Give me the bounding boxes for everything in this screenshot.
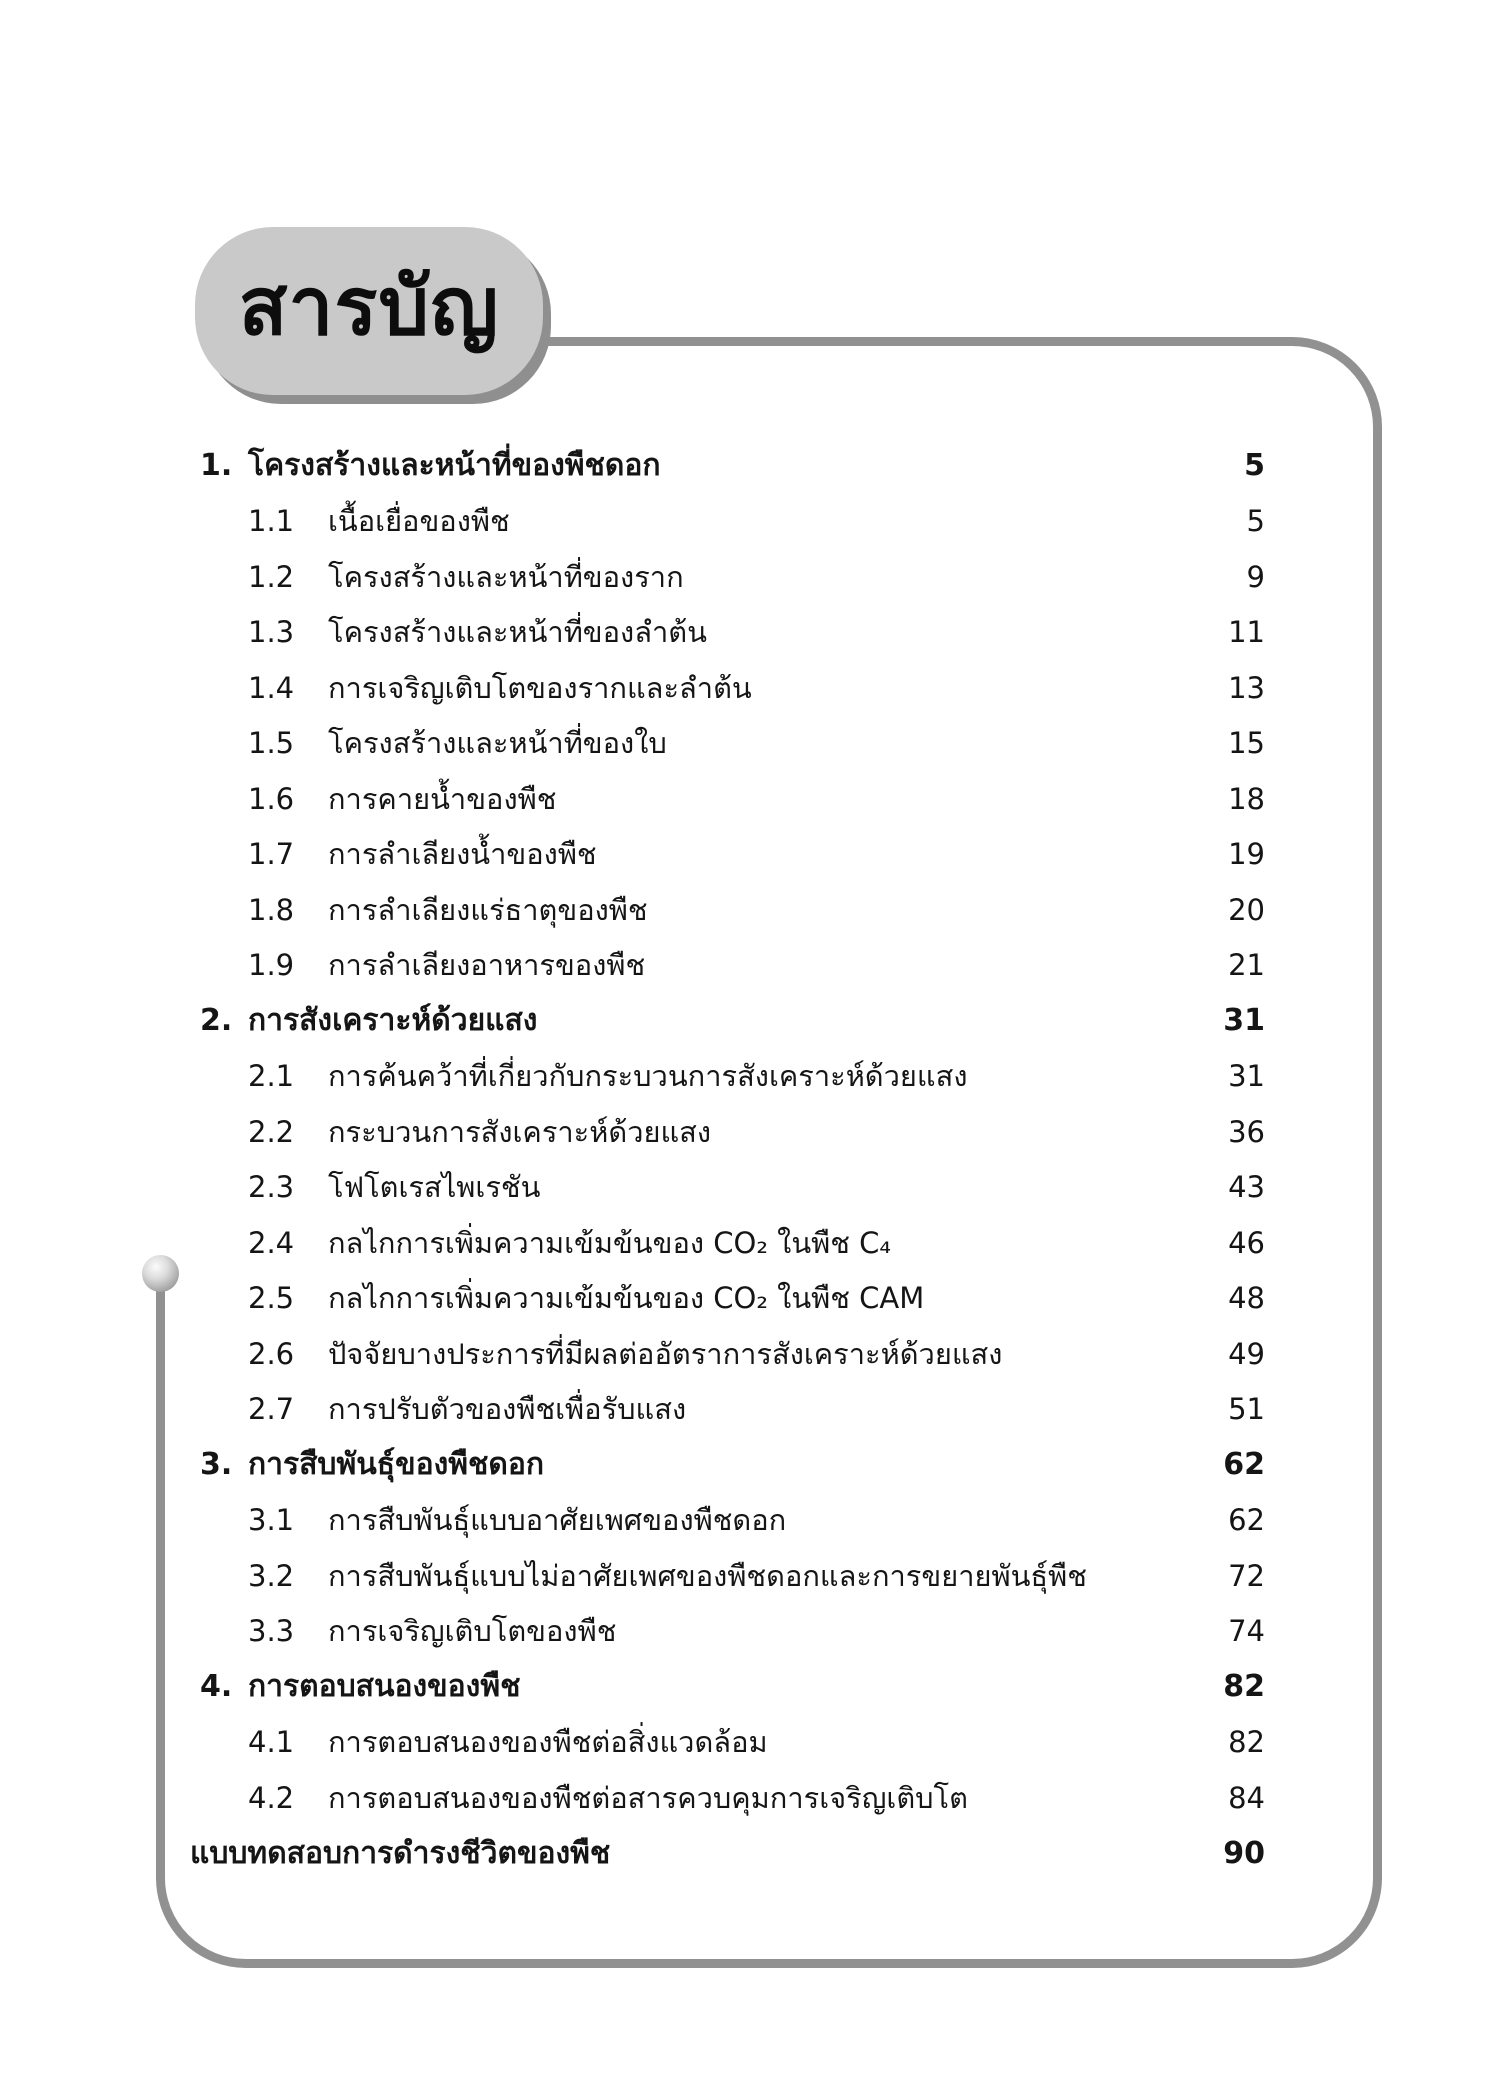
entry-page-number: 19	[1228, 837, 1265, 872]
entry-page-number: 72	[1228, 1558, 1265, 1593]
entry-title: การสังเคราะห์ด้วยแสง	[248, 1003, 538, 1039]
entry-number: 2.7	[248, 1392, 295, 1427]
toc-entry	[190, 1382, 1265, 1438]
entry-page-number: 48	[1228, 1281, 1265, 1316]
entry-number: 3.	[200, 1447, 233, 1483]
toc-entry	[190, 1659, 1265, 1715]
entry-number: 1.8	[248, 892, 295, 927]
entry-page-number: 62	[1223, 1447, 1265, 1483]
entry-title: โครงสร้างและหน้าที่ของพืชดอก	[248, 448, 661, 484]
entry-number: 2.5	[248, 1281, 295, 1316]
entry-number: 2.2	[248, 1114, 295, 1149]
toc-entry	[190, 1160, 1265, 1216]
entry-number: 4.2	[248, 1780, 295, 1815]
entry-page-number: 11	[1228, 615, 1265, 650]
entry-title: การปรับตัวของพืชเพื่อรับแสง	[328, 1392, 687, 1427]
entry-number: 2.6	[248, 1336, 295, 1371]
entry-number: 3.1	[248, 1503, 295, 1538]
entry-title: โครงสร้างและหน้าที่ของลำต้น	[328, 615, 707, 650]
entry-number: 2.3	[248, 1170, 295, 1205]
toc-entry	[190, 1715, 1265, 1771]
entry-title: กลไกการเพิ่มความเข้มข้นของ CO₂ ในพืช C₄	[328, 1225, 892, 1260]
toc-entry	[190, 605, 1265, 661]
entry-page-number: 13	[1228, 670, 1265, 705]
entry-number: 1.6	[248, 781, 295, 816]
entry-page-number: 9	[1246, 559, 1265, 594]
toc-entry	[190, 1826, 1265, 1882]
entry-title: การลำเลียงน้ำของพืช	[328, 837, 597, 872]
toc-entry	[190, 1271, 1265, 1327]
entry-number: 1.3	[248, 615, 295, 650]
entry-number: 1.2	[248, 559, 295, 594]
toc-entry	[190, 660, 1265, 716]
entry-page-number: 90	[1223, 1835, 1265, 1871]
entry-page-number: 36	[1228, 1114, 1265, 1149]
entry-title: การตอบสนองของพืชต่อสารควบคุมการเจริญเติบโต	[328, 1780, 968, 1815]
toc-entry	[190, 827, 1265, 883]
entry-title: การสืบพันธุ์ของพืชดอก	[248, 1447, 545, 1483]
page-title: สารบัญ	[238, 260, 500, 353]
entry-title: การลำเลียงอาหารของพืช	[328, 948, 646, 983]
entry-number: 1.9	[248, 948, 295, 983]
toc-entry	[190, 938, 1265, 994]
entry-title: การเจริญเติบโตของรากและลำต้น	[328, 670, 752, 705]
entry-page-number: 31	[1228, 1059, 1265, 1094]
entry-page-number: 84	[1228, 1780, 1265, 1815]
entry-title: โครงสร้างและหน้าที่ของราก	[328, 559, 684, 594]
entry-page-number: 20	[1228, 892, 1265, 927]
toc-entry	[190, 1437, 1265, 1493]
entry-page-number: 62	[1228, 1503, 1265, 1538]
toc-entry	[190, 1493, 1265, 1549]
entry-title: การเจริญเติบโตของพืช	[328, 1614, 617, 1649]
toc-entry	[190, 438, 1265, 494]
entry-page-number: 21	[1228, 948, 1265, 983]
toc-entry	[190, 1770, 1265, 1826]
entry-title: การตอบสนองของพืชต่อสิ่งแวดล้อม	[328, 1725, 768, 1760]
entry-number: 2.4	[248, 1225, 295, 1260]
toc-title-bubble	[195, 227, 543, 395]
toc-list	[190, 438, 1265, 1881]
entry-page-number: 49	[1228, 1336, 1265, 1371]
entry-title: การสืบพันธุ์แบบอาศัยเพศของพืชดอก	[328, 1503, 787, 1538]
entry-page-number: 5	[1246, 504, 1265, 539]
entry-page-number: 82	[1228, 1725, 1265, 1760]
entry-number: 1.5	[248, 726, 295, 761]
toc-entry	[190, 716, 1265, 772]
entry-page-number: 46	[1228, 1225, 1265, 1260]
entry-page-number: 43	[1228, 1170, 1265, 1205]
entry-title: การสืบพันธุ์แบบไม่อาศัยเพศของพืชดอกและการขยายพันธุ์พืช	[328, 1558, 1087, 1593]
frame-ball-ornament	[142, 1255, 179, 1292]
entry-number: 1.	[200, 448, 233, 484]
entry-number: 1.7	[248, 837, 295, 872]
toc-entry	[190, 771, 1265, 827]
entry-number: 2.1	[248, 1059, 295, 1094]
entry-title: โครงสร้างและหน้าที่ของใบ	[328, 726, 667, 761]
toc-entry	[190, 882, 1265, 938]
toc-entry	[190, 1049, 1265, 1105]
entry-title: กระบวนการสังเคราะห์ด้วยแสง	[328, 1114, 712, 1149]
entry-title: กลไกการเพิ่มความเข้มข้นของ CO₂ ในพืช CAM	[328, 1281, 925, 1316]
entry-page-number: 74	[1228, 1614, 1265, 1649]
entry-number: 4.	[200, 1669, 233, 1705]
entry-number: 3.2	[248, 1558, 295, 1593]
entry-page-number: 82	[1223, 1669, 1265, 1705]
entry-number: 1.4	[248, 670, 295, 705]
entry-title: การลำเลียงแร่ธาตุของพืช	[328, 892, 648, 927]
entry-page-number: 15	[1228, 726, 1265, 761]
entry-page-number: 18	[1228, 781, 1265, 816]
toc-entry	[190, 1548, 1265, 1604]
entry-title: ปัจจัยบางประการที่มีผลต่ออัตราการสังเคราะห์ด้วยแสง	[328, 1336, 1003, 1371]
entry-number: 3.3	[248, 1614, 295, 1649]
entry-page-number: 51	[1228, 1392, 1265, 1427]
toc-entry	[190, 1215, 1265, 1271]
entry-title: เนื้อเยื่อของพืช	[328, 504, 510, 539]
frame-mask-left	[148, 330, 174, 1266]
entry-title: โฟโตเรสไพเรชัน	[328, 1170, 541, 1205]
entry-title: การค้นคว้าที่เกี่ยวกับกระบวนการสังเคราะห์ด้วยแสง	[328, 1059, 968, 1094]
toc-entry	[190, 1104, 1265, 1160]
entry-page-number: 5	[1244, 448, 1265, 484]
toc-entry	[190, 1604, 1265, 1660]
entry-number: 2.	[200, 1003, 233, 1039]
entry-page-number: 31	[1223, 1003, 1265, 1039]
toc-entry	[190, 549, 1265, 605]
entry-title: การคายน้ำของพืช	[328, 781, 557, 816]
entry-title: การตอบสนองของพืช	[248, 1669, 521, 1705]
entry-number: 1.1	[248, 504, 295, 539]
entry-number: 4.1	[248, 1725, 295, 1760]
toc-entry	[190, 1326, 1265, 1382]
entry-title: แบบทดสอบการดำรงชีวิตของพืช	[190, 1835, 611, 1871]
toc-entry	[190, 993, 1265, 1049]
toc-entry	[190, 494, 1265, 550]
